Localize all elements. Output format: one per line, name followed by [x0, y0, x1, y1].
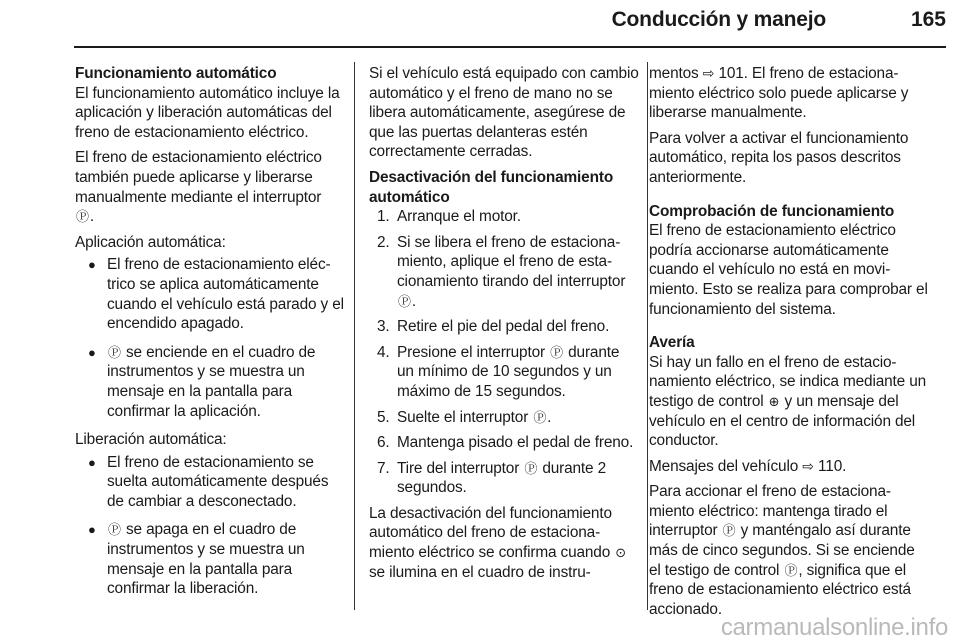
paragraph: Si el vehículo está equipado con cambio automático y el freno de mano no se libera automáticamente, asegúrese de que las puertas delanteras estén correctamente cerradas. [369, 65, 639, 161]
header-divider [74, 46, 946, 48]
reference-arrow-icon: ⇨ [702, 65, 715, 81]
paragraph: mentos ⇨ 101. El freno de estacionamiento eléctrico solo puede aplicarse y liberarse manualmente. [649, 65, 909, 122]
paragraph: La desactivación del funcionamiento automático del freno de estacionamiento eléctrico se confirma cuando ⊙ se ilumina en el cuadro de instru- [369, 504, 627, 581]
label-auto-apply: Aplicación automática: [75, 233, 226, 251]
list-item: 7. Tire del interruptor Ⓟ durante 2 segundos. [377, 459, 606, 497]
list-item: 2. Si se libera el freno de estacionamiento, aplique el freno de estacionamiento tirando del interruptor Ⓟ. [377, 233, 626, 310]
paragraph: Si hay un fallo en el freno de estacionamiento eléctrico, se indica mediante un testigo de control ⊕ y un mensaje del vehículo en el centro de información del conductor. [649, 353, 927, 450]
paragraph: Mensajes del vehículo ⇨ 110. [649, 457, 847, 475]
brake-warning-icon: ⊕ [768, 393, 780, 409]
column-3 [649, 64, 929, 625]
column-2 [369, 64, 639, 588]
list-item: ● El freno de estacionamiento eléctrico se aplica automáticamente cuando el vehículo está parado y el encendido apagado. [88, 256, 344, 333]
page-number: 165 [910, 8, 946, 31]
list-item: 4. Presione el interruptor Ⓟ durante un mínimo de 10 segundos y un máximo de 15 segundos. [377, 343, 620, 400]
bullet-icon: ● [88, 257, 96, 273]
paragraph: El funcionamiento automático incluye la aplicación y liberación automáticas del freno de estacionamiento eléctrico. [75, 84, 340, 141]
apply-list [75, 255, 347, 421]
parking-brake-icon: Ⓟ [550, 344, 563, 360]
parking-brake-icon: Ⓟ [398, 293, 411, 309]
auto-indicator-icon: ⊙ [615, 545, 627, 561]
paragraph: El freno de estacionamiento eléctrico también puede aplicarse y liberarse manualmente mediante el interruptor Ⓟ. [75, 149, 322, 226]
list-item: ● El freno de estacionamiento se suelta automáticamente después de cambiar a desconectado. [88, 453, 329, 510]
section-heading-automatic: Funcionamiento automático [75, 65, 277, 82]
list-item: ● Ⓟ se apaga en el cuadro de instrumentos y se muestra un mensaje en la pantalla para confirmar la liberación. [88, 521, 305, 598]
section-heading-fault: Avería [649, 334, 695, 352]
column-divider-1 [354, 62, 355, 610]
steps-list [369, 207, 639, 498]
parking-brake-icon: Ⓟ [722, 523, 736, 539]
reference-arrow-icon: ⇨ [802, 457, 814, 474]
bullet-icon: ● [88, 344, 96, 360]
paragraph: Para volver a activar el funcionamiento automático, repita los pasos descritos anteriormente. [649, 129, 909, 186]
paragraph: El freno de estacionamiento eléctrico podría accionarse automáticamente cuando el vehículo no está en movimiento. Esto se realiza para comprobar el funcionamiento del sistema. [649, 222, 928, 318]
parking-brake-icon: Ⓟ [76, 209, 89, 225]
paragraph: Para accionar el freno de estacionamiento eléctrico: mantenga tirado el interruptor Ⓟ y manténgalo así durante más de cinco segundos. Si se enciende el testigo de control Ⓟ, significa que el freno de estacionamiento eléctrico está accionado. [649, 483, 915, 618]
bullet-icon: ● [88, 454, 96, 470]
page-title: Conducción y manejo [611, 8, 826, 31]
label-auto-release: Liberación automática: [75, 431, 227, 449]
parking-brake-icon: Ⓟ [108, 522, 121, 538]
list-item: 6. Mantenga pisado el pedal de freno. [377, 434, 634, 452]
parking-brake-icon: Ⓟ [108, 344, 121, 360]
column-1 [75, 64, 347, 608]
list-item: 1. Arranque el motor. [377, 208, 521, 226]
bullet-icon: ● [88, 522, 96, 538]
parking-brake-icon: Ⓟ [533, 409, 547, 425]
list-item: 3. Retire el pie del pedal del freno. [377, 318, 610, 336]
list-item: 5. Suelte el interruptor Ⓟ. [377, 408, 552, 426]
parking-brake-icon: Ⓟ [524, 460, 538, 476]
watermark: carmanualsonline.info [720, 614, 948, 641]
column-divider-2 [647, 62, 648, 610]
list-item: ● Ⓟ se enciende en el cuadro de instrumentos y se muestra un mensaje en la pantalla para confirmar la aplicación. [88, 343, 316, 420]
parking-brake-icon: Ⓟ [784, 562, 798, 578]
release-list [75, 453, 347, 599]
section-heading-check: Comprobación de funcionamiento [649, 202, 895, 220]
section-heading-deactivation: Desactivación del funcionamiento automático [369, 168, 614, 206]
